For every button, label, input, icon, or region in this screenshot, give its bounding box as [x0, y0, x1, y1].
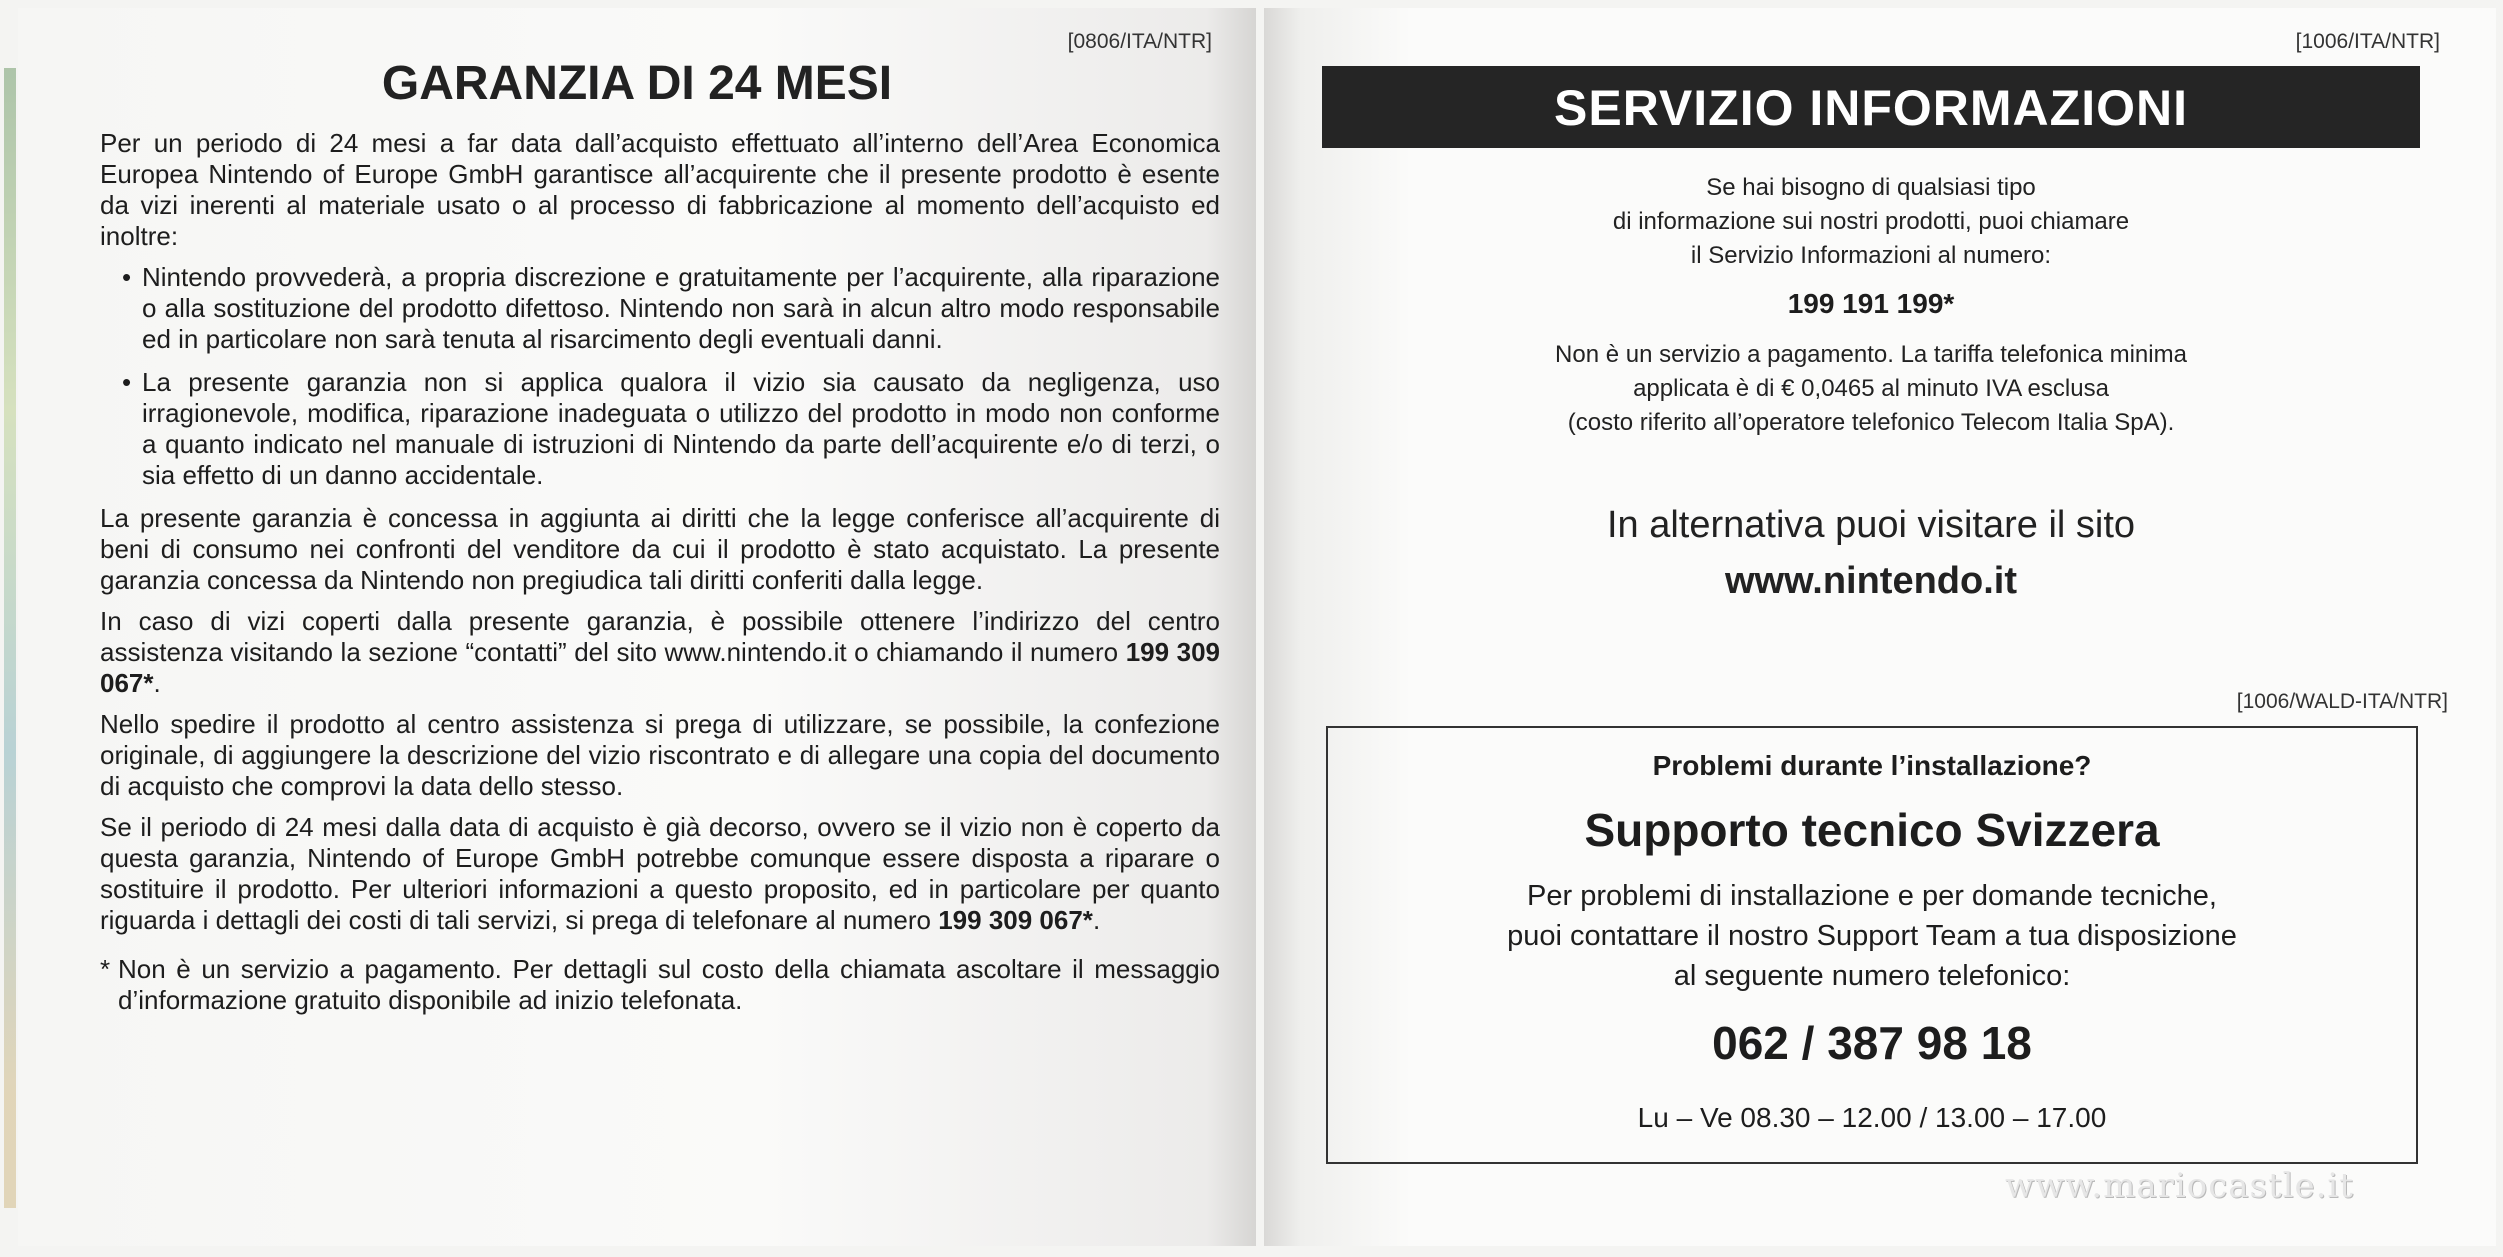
support-heading: Supporto tecnico Svizzera	[1584, 804, 2160, 856]
asterisk: *	[100, 954, 111, 984]
cost-line: Non è un servizio a pagamento. La tariffa telefonica minima	[1555, 341, 2187, 368]
bullet-icon: •	[122, 367, 132, 397]
support-text: Per problemi di installazione e per domande tecniche, puoi contattare il nostro Support Team a tua disposizione al seguente numero telefonico:	[1507, 880, 2237, 992]
website-link: www.nintendo.it	[1725, 560, 2017, 602]
page-code: [1006/ITA/NTR]	[2295, 30, 2440, 53]
legal-rights-paragraph: La presente garanzia è concessa in aggiunta ai diritti che la legge conferisce all’acquirente di beni di consumo nei confronti del venditore da cui il prodotto è stato acquistato. La presente garanzia concessa da Nintendo non pregiudica tali diritti conferiti dalla legge.	[100, 503, 1220, 595]
intro-paragraph: Per un periodo di 24 mesi a far data dall’acquisto effettuato all’interno dell’Area Economica Europea Nintendo of Europe GmbH garantisce all’acquirente che il presente prodotto è esente da vizi inerenti al materiale usato o al processo di fabbricazione al momento dell’acquisto ed inoltre:	[100, 128, 1220, 251]
cost-line: applicata è di € 0,0465 al minuto IVA esclusa	[1633, 375, 2109, 402]
warranty-page	[18, 8, 1256, 1246]
support-code: [1006/WALD-ITA/NTR]	[2236, 690, 2448, 713]
page-edge-decoration	[4, 68, 16, 1208]
info-line: Se hai bisogno di qualsiasi tipo	[1706, 174, 2036, 201]
service-center-paragraph: In caso di vizi coperti dalla presente garanzia, è possibile ottenere l’indirizzo del centro assistenza visitando la sezione “contatti” del sito www.nintendo.it o chiamando il numero 199 309 067*.	[100, 606, 1220, 698]
phone-number: 199 309 067*	[938, 905, 1093, 935]
support-box	[1326, 726, 2418, 1164]
support-question: Problemi durante l’installazione?	[1652, 750, 2092, 781]
info-page	[1264, 8, 2496, 1246]
cost-line: (costo riferito all’operatore telefonico Telecom Italia SpA).	[1567, 409, 2175, 436]
info-banner: SERVIZIO INFORMAZIONI	[1322, 66, 2420, 148]
watermark: www.mariocastle.it	[2005, 1166, 2354, 1206]
expired-warranty-paragraph: Se il periodo di 24 mesi dalla data di acquisto è già decorso, ovvero se il vizio non è coperto da questa garanzia, Nintendo of Europe GmbH potrebbe comunque essere disposta a riparare o sostituire il prodotto. Per ulteriori informazioni a questo proposito, ed in particolare per quanto riguarda i dettagli dei costi di tali servizi, si prega di telefonare al numero 199 309 067*.	[100, 812, 1220, 935]
support-phone: 062 / 387 98 18	[1712, 1017, 2032, 1069]
info-line: di informazione sui nostri prodotti, puoi chiamare	[1612, 208, 2130, 235]
shipping-paragraph: Nello spedire il prodotto al centro assistenza si prega di utilizzare, se possibile, la confezione originale, di aggiungere la descrizione del vizio riscontrato e di allegare una copia del documento di acquisto che comprovi la data dello stesso.	[100, 709, 1220, 801]
warranty-text	[100, 128, 1220, 1026]
info-line: il Servizio Informazioni al numero:	[1690, 242, 2052, 269]
phone-number: 199 309 067*	[100, 637, 1220, 698]
info-phone-number: 199 191 199*	[1787, 288, 1955, 319]
page-code: [0806/ITA/NTR]	[1067, 30, 1212, 53]
bullet-item: • La presente garanzia non si applica qualora il vizio sia causato da negligenza, uso irragionevole, modifica, riparazione inadeguata o utilizzo del prodotto in modo non conforme a quanto indicato nel manuale di istruzioni di Nintendo da parte dell’acquirente e/o di terzi, o sia effetto di un danno accidentale.	[122, 367, 1220, 490]
alternative-text: In alternativa puoi visitare il sito	[1606, 504, 2136, 546]
bullet-icon: •	[122, 262, 132, 292]
bullet-item: • Nintendo provvederà, a propria discrezione e gratuitamente per l’acquirente, alla riparazione o alla sostituzione del prodotto difettoso. Nintendo non sarà in alcun altro modo responsabile ed in particolare non sarà tenuta al risarcimento degli eventuali danni.	[122, 262, 1220, 354]
footnote: * Non è un servizio a pagamento. Per dettagli sul costo della chiamata ascoltare il messaggio d’informazione gratuito disponibile ad inizio telefonata.	[100, 954, 1220, 1015]
warranty-bullets	[100, 262, 1220, 491]
support-hours: Lu – Ve 08.30 – 12.00 / 13.00 – 17.00	[1637, 1102, 2107, 1133]
page-title: GARANZIA DI 24 MESI	[381, 57, 893, 110]
